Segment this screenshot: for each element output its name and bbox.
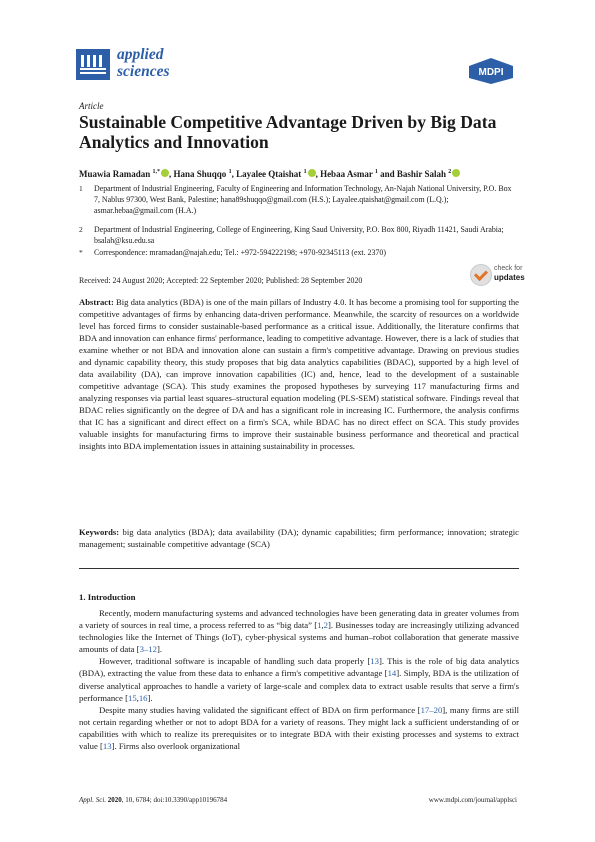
citation-link[interactable]: 13 — [370, 656, 379, 667]
author-affiliation-marker: 1,* — [152, 169, 161, 175]
footer-citation — [79, 796, 227, 804]
correspondence — [79, 247, 519, 258]
citation-link[interactable]: 16 — [138, 692, 148, 703]
section-divider — [79, 568, 519, 569]
author-affiliation-marker: 1 — [228, 169, 232, 175]
citation-link[interactable]: 14 — [387, 668, 397, 679]
author-affiliation-marker: 1 — [303, 169, 307, 175]
author-affiliation-marker: 2 — [448, 169, 452, 175]
affiliation-number: 1 — [79, 184, 83, 193]
introduction-body — [79, 607, 519, 752]
citation-link[interactable]: 15 — [127, 692, 137, 703]
article-title: Sustainable Competitive Advantage Driven by Big Data Analytics and Innovation — [79, 112, 497, 152]
citation-link[interactable]: 3–12 — [139, 644, 157, 655]
publication-dates: Received: 24 August 2020; Accepted: 22 September 2020; Published: 28 September 2020 — [79, 276, 363, 285]
publisher-logo — [469, 58, 513, 84]
affiliation-number: * — [79, 248, 83, 257]
affiliation-text: Department of Industrial Engineering, College of Engineering, King Saud University, P.O. Box 800, Riyadh 11421, Saudi Arabia; bsalah@ksu.edu.sa — [94, 225, 504, 246]
citation-link[interactable]: 17–20 — [420, 704, 443, 715]
section-heading: 1. Introduction — [79, 592, 136, 602]
journal-logo — [76, 49, 110, 80]
author-name[interactable]: Muawia Ramadan — [79, 169, 153, 179]
abstract-label: Abstract: — [79, 297, 114, 307]
author-name[interactable]: Hebaa Asmar — [320, 169, 375, 179]
check-updates-line1: check for — [494, 265, 523, 272]
author-list: Muawia Ramadan $^{1,*}$ , Hana Shuqqo $^1$, Layalee Qtaishat $^1$ , Hebaa Asmar $^1$ and Bashir Salah $^2$ — [79, 166, 519, 180]
body-paragraph: Recently, modern manufacturing systems and advanced technologies have been generating data in greater volumes from a variety of sources in real time, a process referred to as “big data” [1,2]. Businesses today are increasingly utilizing advanced technologies like the Internet of Things (IoT), cyber-physical systems and human–robot collaboration that generate massive amounts of data [3–12]. — [79, 608, 519, 655]
article-type: Article — [79, 101, 104, 111]
affiliation-number: 2 — [79, 225, 83, 234]
body-paragraph: However, traditional software is incapable of handling such data properly [13]. This is the role of big data analytics (BDA), extracting the value from these data to enhance a firm's competitive advantage [14]. Simply, BDA is the utilization of diverse analytical approaches to handle a variety of large-scale and complex data to extract usable results that serve a firm's performance [15,16]. — [79, 656, 519, 703]
footer-year: 2020 — [107, 796, 122, 804]
citation-link[interactable]: 13 — [102, 741, 112, 752]
keywords-label: Keywords: — [79, 527, 120, 537]
publisher-logo-text: MDPI — [478, 67, 504, 78]
citation-link[interactable]: 2 — [323, 620, 328, 631]
orcid-icon[interactable] — [161, 169, 169, 177]
author-name[interactable]: Layalee Qtaishat — [236, 169, 304, 179]
abstract — [79, 296, 519, 452]
body-paragraph: Despite many studies having validated the significant effect of BDA on firm performance [17–20], many firms are still not certain regarding whether or not to adopt BDA for a variety of reasons. They might lack a sufficient understanding of or capabilities with which to realize its prerequisites or to integrate BDA with their existing processes and systems to extract value [13]. Firms also overlook organizational — [79, 704, 519, 752]
keywords-text: big data analytics (BDA); data availability (DA); dynamic capabilities; firm performance; innovation; strategic management; sustainable competitive advantage (SCA) — [79, 527, 520, 549]
checkmark-icon — [470, 264, 492, 286]
author-name[interactable]: Bashir Salah — [396, 169, 449, 179]
journal-name-line1: applied — [117, 46, 164, 63]
affiliation-text: Department of Industrial Engineering, Faculty of Engineering and Information Technology, An-Najah National University, P.O. Box 7, Nablus 97300, West Bank, Palestine; hana89shuqqo@gmail.com (H.S.); Layalee.qtaishat@gmail.com (L.Q.); asmar.hebaa@gmail.com (H.A.) — [94, 184, 512, 216]
journal-name — [117, 46, 207, 80]
citation-link[interactable]: 1 — [317, 620, 322, 631]
footer-doi: , 10, 6784; doi:10.3390/app10196784 — [121, 796, 228, 804]
mdpi-logo-icon — [469, 58, 513, 84]
keywords — [79, 526, 519, 550]
check-updates-line2: updates — [494, 273, 525, 282]
check-for-updates-button[interactable] — [470, 264, 530, 288]
affiliation-2 — [79, 224, 519, 246]
journal-name-line2: sciences — [117, 63, 170, 80]
orcid-icon[interactable] — [308, 169, 316, 177]
author-name[interactable]: Hana Shuqqo — [173, 169, 229, 179]
affiliation-1 — [79, 183, 519, 217]
correspondence-text: Correspondence: mramadan@najah.edu; Tel.: +972-594222198; +970-92345113 (ext. 2370) — [94, 248, 386, 257]
author-affiliation-marker: 1 — [374, 169, 378, 175]
footer-website-link[interactable]: www.mdpi.com/journal/applsci — [428, 796, 517, 804]
journal-logo-icon — [76, 49, 110, 80]
footer-journal: Appl. Sci. — [79, 796, 107, 804]
orcid-icon[interactable] — [452, 169, 460, 177]
abstract-text: Big data analytics (BDA) is one of the main pillars of Industry 4.0. It has become a promising tool for supporting the competitive advantages of firms by enhancing data-driven performance. Meanwhile, the scarcity of resources on a worldwide level has forced firms to consider sustainable-based performance as a critical issue. Additionally, the literature confirms that BDA and innovation can enhance firms' performance, leading to competitive advantage. However, there is a lack of studies that examine whether or not BDA and innovation alone can sustain a firm's competitive advantage. Drawing on previous studies and dynamic capability theory, this study proposes that big data analytics capabilities (BDAC), supported by a high level of data availability (DA), can improve innovation capabilities (IC) and, hence, lead to the development of a sustainable competitive advantage (SCA). This study examines the proposed hypotheses by surveying 117 manufacturing firms and analyzing responses via partial least squares–structural equation modeling (PLS-SEM) statistical software. Findings reveal that BDAC relies significantly on the degree of DA and has a significant role in increasing IC. Furthermore, the analysis confirms that IC has a significant and direct effect on a firm's SCA, while BDAC has no direct effect on SCA. This study provides valuable insights for manufacturing firms to improve their sustainable business performance and theoretical and practical insights into BDA implementation issues in attaining sustainability in processes. — [79, 297, 519, 451]
